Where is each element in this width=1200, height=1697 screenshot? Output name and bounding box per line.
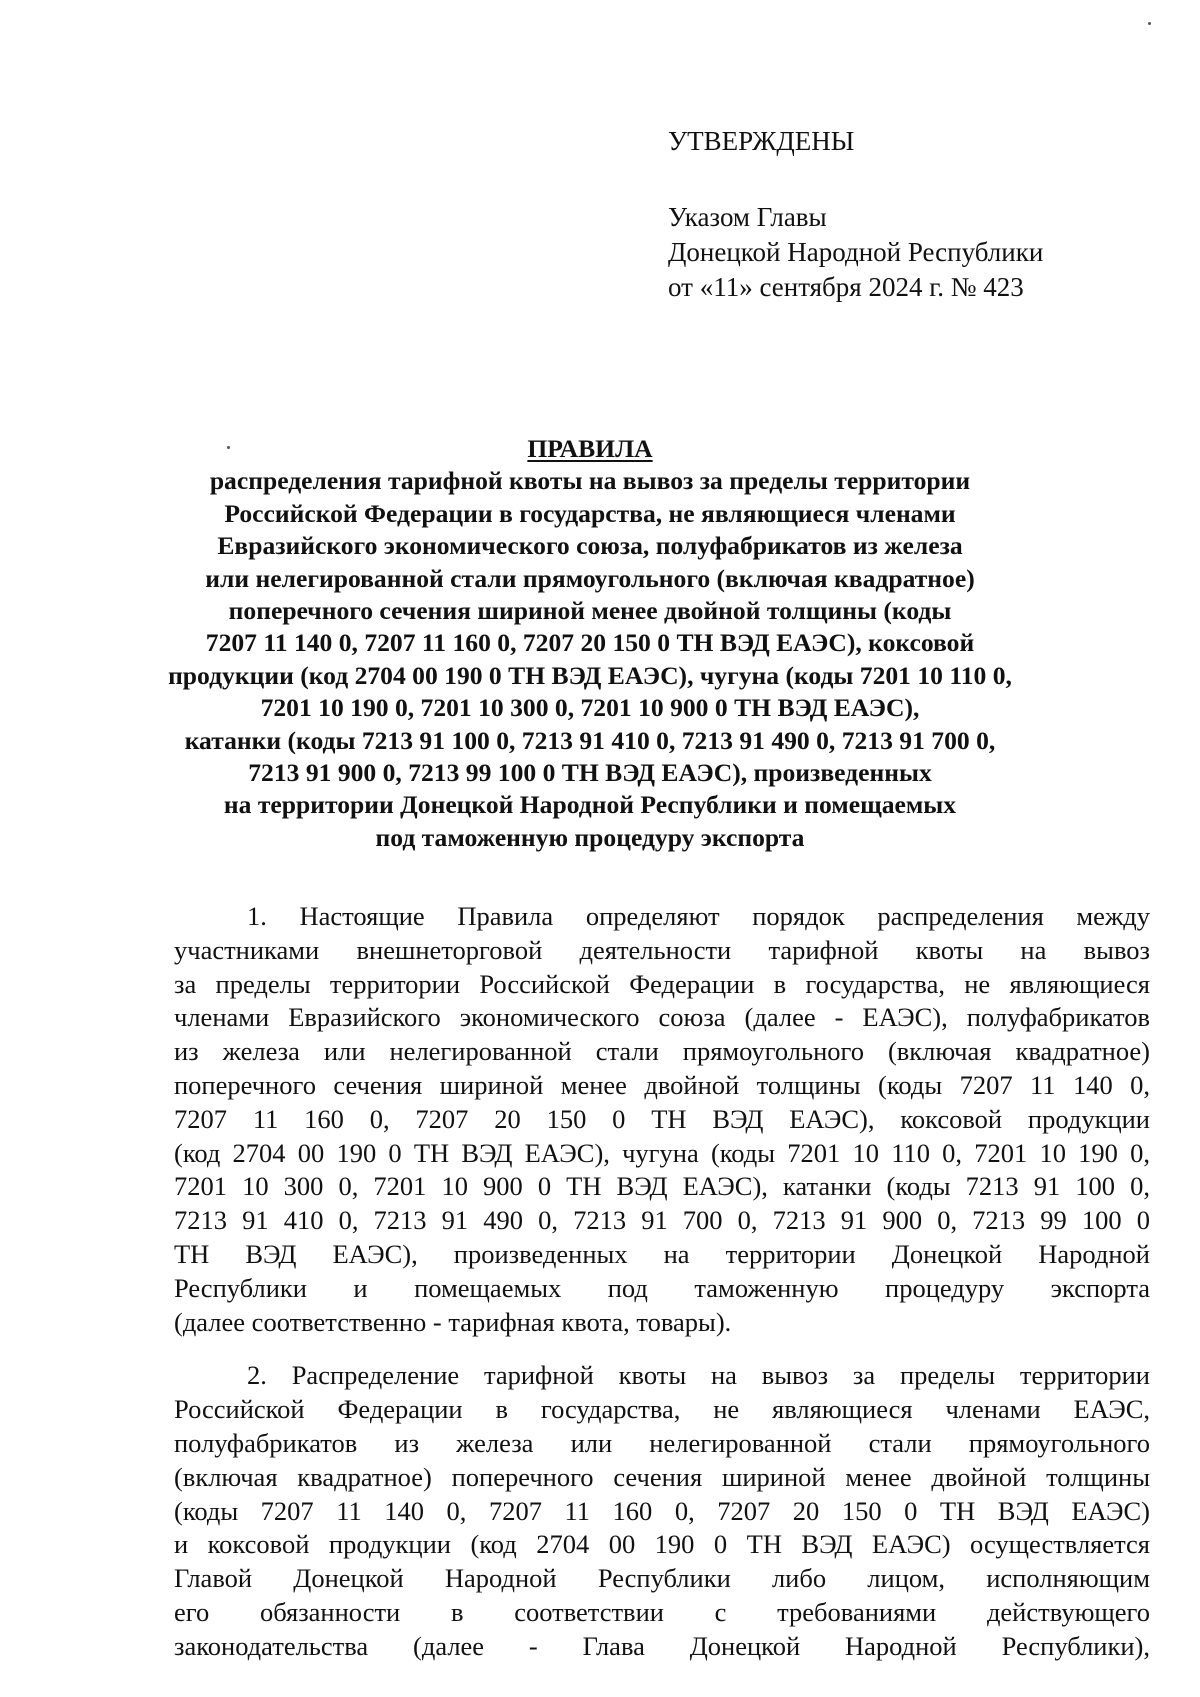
title-line: или нелегированной стали прямоугольного (включая квадратное) (205, 563, 975, 593)
paragraph-line: Республики и помещаемых под таможенную процедуру экспорта (174, 1272, 1150, 1303)
paragraph-line: (включая квадратное) поперечного сечения шириной менее двойной толщины (174, 1461, 1150, 1492)
paragraph-line: за пределы территории Российской Федерации в государства, не являющиеся (174, 968, 1150, 999)
paragraph-1 (174, 900, 1150, 1339)
paragraph-2 (174, 1359, 1150, 1663)
paragraph-line: его обязанности в соответствии с требованиями действующего (174, 1596, 1150, 1627)
paragraph-line: законодательства (далее - Глава Донецкой Народной Республики), (174, 1630, 1150, 1661)
title-line: поперечного сечения шириной менее двойной толщины (коды (228, 596, 952, 626)
title-line: Российской Федерации в государства, не являющиеся членами (224, 498, 956, 528)
paragraph-line: из железа или нелегированной стали прямоугольного (включая квадратное) (174, 1036, 1150, 1067)
paragraph-line: ТН ВЭД ЕАЭС), произведенных на территории Донецкой Народной (174, 1238, 1150, 1269)
title-line: Евразийского экономического союза, полуфабрикатов из железа (217, 531, 963, 561)
paragraph-line: членами Евразийского экономического союза (далее - ЕАЭС), полуфабрикатов (174, 1002, 1150, 1033)
paragraph-line: 1. Настоящие Правила определяют порядок распределения между (247, 901, 1150, 931)
approval-block (668, 124, 1043, 305)
paragraph-line: (далее соответственно - тарифная квота, товары). (174, 1306, 732, 1337)
paragraph-line: Главой Донецкой Народной Республики либо лицом, исполняющим (174, 1563, 1150, 1594)
scan-speck (1148, 22, 1151, 25)
approval-line: Указом Главы (668, 202, 827, 232)
approval-line: Донецкой Народной Республики (668, 237, 1044, 267)
approval-stamp: УТВЕРЖДЕНЫ (668, 126, 855, 156)
paragraph-line: (код 2704 00 190 0 ТН ВЭД ЕАЭС), чугуна (коды 7201 10 110 0, 7201 10 190 0, (174, 1137, 1150, 1168)
paragraph-line: полуфабрикатов из железа или нелегированной стали прямоугольного (174, 1427, 1150, 1458)
title-line: катанки (коды 7213 91 100 0, 7213 91 410 0, 7213 91 490 0, 7213 91 700 0, (184, 725, 996, 755)
title-line: 7213 91 900 0, 7213 99 100 0 ТН ВЭД ЕАЭС), произведенных (248, 758, 932, 788)
title-line: распределения тарифной квоты на вывоз за пределы территории (209, 466, 971, 496)
document-body (174, 900, 1150, 1684)
paragraph-line: (коды 7207 11 140 0, 7207 11 160 0, 7207 20 150 0 ТН ВЭД ЕАЭС) (174, 1495, 1150, 1526)
title-line: под таможенную процедуру экспорта (375, 822, 805, 852)
document-title (150, 433, 1030, 854)
paragraph-line: 7213 91 410 0, 7213 91 490 0, 7213 91 700 0, 7213 91 900 0, 7213 99 100 0 (174, 1205, 1150, 1236)
title-line: продукции (код 2704 00 190 0 ТН ВЭД ЕАЭС), чугуна (коды 7201 10 110 0, (168, 660, 1012, 690)
paragraph-line: 2. Распределение тарифной квоты на вывоз за пределы территории (247, 1360, 1150, 1391)
paragraph-line: и коксовой продукции (код 2704 00 190 0 ТН ВЭД ЕАЭС) осуществляется (174, 1529, 1150, 1560)
paragraph-line: 7207 11 160 0, 7207 20 150 0 ТН ВЭД ЕАЭС), коксовой продукции (174, 1103, 1150, 1134)
paragraph-line: 7201 10 300 0, 7201 10 900 0 ТН ВЭД ЕАЭС), катанки (коды 7213 91 100 0, (174, 1171, 1150, 1202)
title-line: на территории Донецкой Народной Республики и помещаемых (223, 790, 957, 820)
title-heading: ПРАВИЛА (527, 434, 653, 463)
title-line: 7201 10 190 0, 7201 10 300 0, 7201 10 900 0 ТН ВЭД ЕАЭС), (260, 693, 920, 723)
paragraph-line: участниками внешнеторговой деятельности тарифной квоты на вывоз (174, 934, 1150, 965)
paragraph-line: Российской Федерации в государства, не являющиеся членами ЕАЭС, (174, 1394, 1150, 1425)
approval-line: от «11» сентября 2024 г. № 423 (668, 272, 1024, 302)
title-line: 7207 11 140 0, 7207 11 160 0, 7207 20 150 0 ТН ВЭД ЕАЭС), коксовой (205, 628, 975, 658)
paragraph-line: поперечного сечения шириной менее двойной толщины (коды 7207 11 140 0, (174, 1069, 1150, 1100)
